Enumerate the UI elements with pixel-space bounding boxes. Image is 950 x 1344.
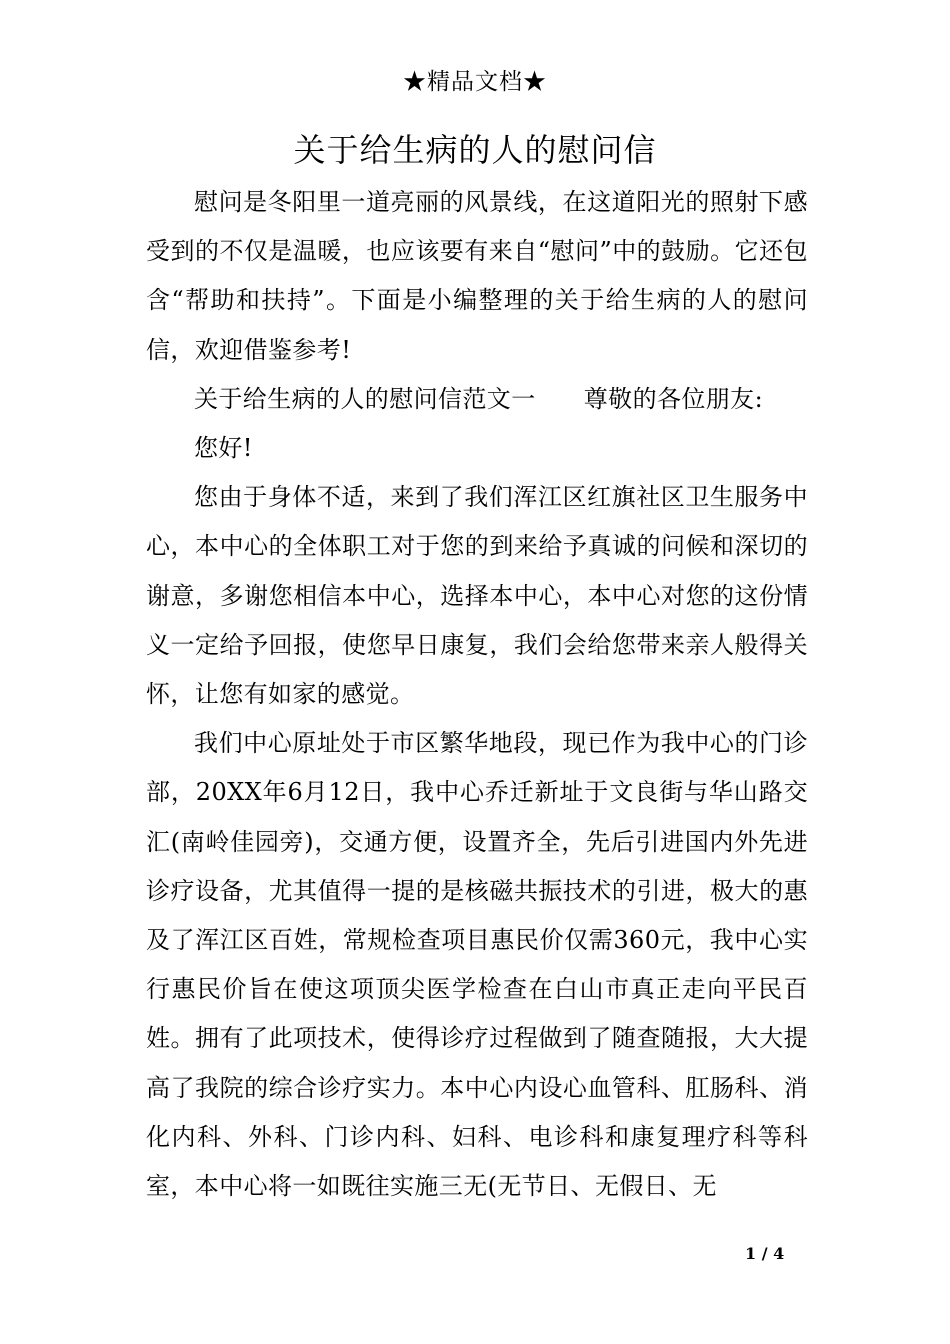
document-title: 关于给生病的人的慰问信 <box>293 131 657 169</box>
paragraph-sample-heading: 关于给生病的人的慰问信范文一 尊敬的各位朋友: <box>194 384 764 413</box>
document-body <box>146 178 808 1211</box>
paragraph-greeting: 您好! <box>194 434 253 463</box>
paragraph-intro: 慰问是冬阳里一道亮丽的风景线，在这道阳光的照射下感受到的不仅是温暖，也应该要有来自“慰问”中的鼓励。它还包含“帮助和扶持”。下面是小编整理的关于给生病的人的慰问信，欢迎借鉴参考! <box>146 188 808 364</box>
paragraph-center-intro: 我们中心原址处于市区繁华地段，现已作为我中心的门诊部，20XX年6月12日，我中心乔迁新址于文良街与华山路交汇(南岭佳园旁)，交通方便，设置齐全，先后引进国内外先进诊疗设备，尤其值得一提的是核磁共振技术的引进，极大的惠及了浑江区百姓，常规检查项目惠民价仅需360元，我中心实行惠民价旨在使这项顶尖医学检查在白山市真正走向平民百姓。拥有了此项技术，使得诊疗过程做到了随查随报，大大提高了我院的综合诊疗实力。本中心内设心血管科、肛肠科、消化内科、外科、门诊内科、妇科、电诊科和康复理疗科等科室，本中心将一如既往实施三无(无节日、无假日、无 <box>146 729 808 1201</box>
page-header: ★精品文档★ <box>403 69 547 95</box>
page-number: 1 / 4 <box>745 1244 785 1263</box>
paragraph-welcome: 您由于身体不适，来到了我们浑江区红旗社区卫生服务中心，本中心的全体职工对于您的到来给予真诚的问候和深切的谢意，多谢您相信本中心，选择本中心，本中心对您的这份情义一定给予回报，使您早日康复，我们会给您带来亲人般得关怀，让您有如家的感觉。 <box>146 483 808 709</box>
